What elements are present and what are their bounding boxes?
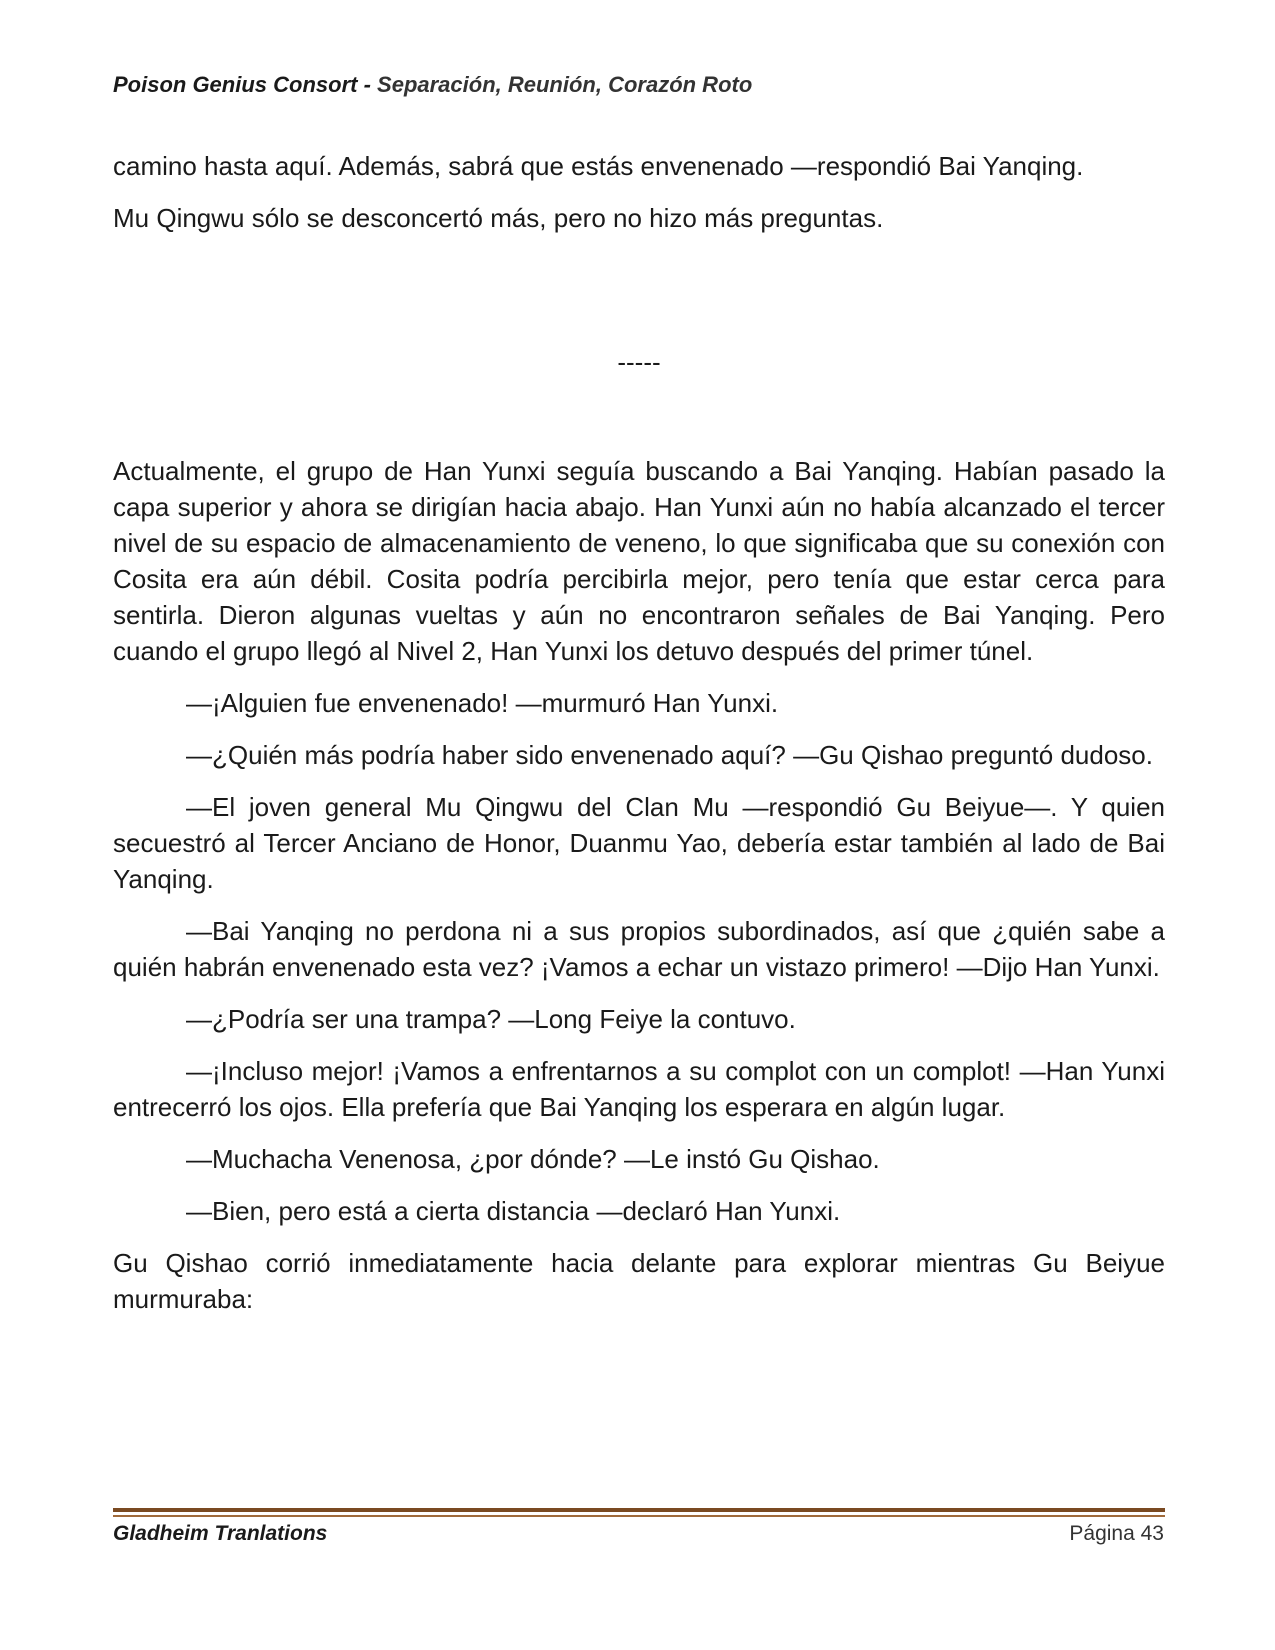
publisher-name: Gladheim Tranlations — [113, 1522, 328, 1545]
dialogue-paragraph: —Bien, pero está a cierta distancia —declaró Han Yunxi. — [186, 1196, 841, 1226]
dialogue-paragraph: —¿Quién más podría haber sido envenenado aquí? —Gu Qishao preguntó dudoso. — [186, 740, 1153, 770]
paragraph: Gu Qishao corrió inmediatamente hacia delante para explorar mientras Gu Beiyue murmuraba: — [113, 1248, 1165, 1314]
dialogue-paragraph: —¡Incluso mejor! ¡Vamos a enfrentarnos a su complot con un complot! —Han Yunxi entrecerró los ojos. Ella prefería que Bai Yanqing los esperara en algún lugar. — [113, 1056, 1165, 1122]
paragraph: Mu Qingwu sólo se desconcertó más, pero no hizo más preguntas. — [113, 203, 884, 233]
chapter-title: Separación, Reunión, Corazón Roto — [377, 72, 753, 97]
dialogue-paragraph: —Muchacha Venenosa, ¿por dónde? —Le instó Gu Qishao. — [186, 1144, 880, 1174]
section-after-divider — [113, 453, 1165, 1333]
scene-divider: ----- — [617, 347, 661, 377]
section-before-divider — [113, 148, 1165, 252]
paragraph: Actualmente, el grupo de Han Yunxi seguía buscando a Bai Yanqing. Habían pasado la capa superior y ahora se dirigían hacia abajo. Han Yunxi aún no había alcanzado el tercer nivel de su espacio de almacenamiento de veneno, lo que significaba que su conexión con Cosita era aún débil. Cosita podría percibirla mejor, pero tenía que estar cerca para sentirla. Dieron algunas vueltas y aún no encontraron señales de Bai Yanqing. Pero cuando el grupo llegó al Nivel 2, Han Yunxi los detuvo después del primer túnel. — [113, 456, 1165, 666]
footer-rule — [113, 1508, 1165, 1512]
running-header — [113, 72, 1163, 106]
page-number: Página 43 — [1069, 1522, 1164, 1545]
dialogue-paragraph: —¡Alguien fue envenenado! —murmuró Han Yunxi. — [186, 688, 779, 718]
series-title: Poison Genius Consort — [113, 72, 358, 97]
dialogue-paragraph: —Bai Yanqing no perdona ni a sus propios subordinados, así que ¿quién sabe a quién habrán envenenado esta vez? ¡Vamos a echar un vistazo primero! —Dijo Han Yunxi. — [113, 916, 1165, 982]
dialogue-paragraph: —El joven general Mu Qingwu del Clan Mu —respondió Gu Beiyue—. Y quien secuestró al Tercer Anciano de Honor, Duanmu Yao, debería estar también al lado de Bai Yanqing. — [113, 792, 1165, 894]
footer-rule-thin — [113, 1515, 1165, 1517]
header-separator: - — [357, 72, 378, 97]
paragraph: camino hasta aquí. Además, sabrá que estás envenenado —respondió Bai Yanqing. — [113, 151, 1084, 181]
dialogue-paragraph: —¿Podría ser una trampa? —Long Feiye la contuvo. — [186, 1004, 796, 1034]
